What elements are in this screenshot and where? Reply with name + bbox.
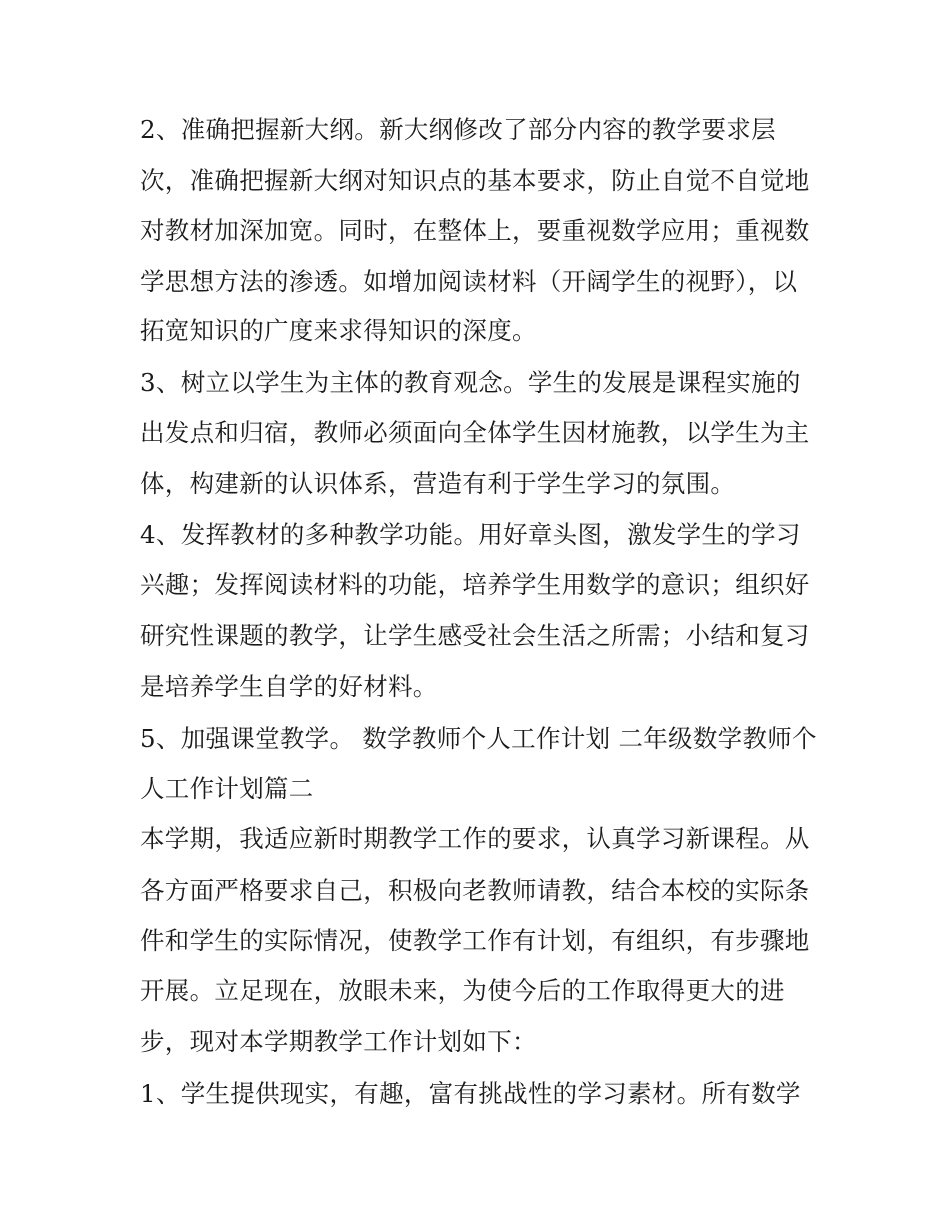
text-line: 次，准确把握新大纲对知识点的基本要求，防止自觉不自觉地: [140, 166, 810, 195]
text-line: 兴趣；发挥阅读材料的功能，培养学生用数学的意识；组织好: [140, 570, 810, 599]
text-line: 1、学生提供现实，有趣，富有挑战性的学习素材。所有数学: [140, 1079, 801, 1108]
text-line: 体，构建新的认识体系，营造有利于学生学习的氛围。: [140, 469, 736, 498]
text-line: 出发点和归宿，教师必须面向全体学生因材施教，以学生为主: [140, 418, 810, 447]
text-line: 2、准确把握新大纲。新大纲修改了部分内容的教学要求层: [140, 115, 776, 144]
text-line: 人工作计划篇二: [140, 774, 314, 803]
text-line: 本学期，我适应新时期教学工作的要求，认真学习新课程。从: [140, 824, 810, 853]
text-line: 件和学生的实际情况，使教学工作有计划，有组织，有步骤地: [140, 926, 810, 955]
text-line: 4、发挥教材的多种教学功能。用好章头图，激发学生的学习: [140, 520, 801, 549]
text-line: 各方面严格要求自己，积极向老教师请教，结合本校的实际条: [140, 876, 810, 905]
text-line: 步，现对本学期教学工作计划如下：: [140, 1027, 537, 1056]
text-line: 5、加强课堂教学。 数学教师个人工作计划 二年级数学教师个: [140, 724, 817, 753]
text-line: 拓宽知识的广度来求得知识的深度。: [140, 316, 537, 345]
text-line: 开展。立足现在，放眼未来，为使今后的工作取得更大的进: [140, 976, 785, 1005]
text-line: 对教材加深加宽。同时，在整体上，要重视数学应用；重视数: [140, 216, 810, 245]
text-line: 3、树立以学生为主体的教育观念。学生的发展是课程实施的: [140, 368, 801, 397]
text-line: 研究性课题的教学，让学生感受社会生活之所需；小结和复习: [140, 621, 810, 650]
text-line: 是培养学生自学的好材料。: [140, 672, 438, 701]
text-line: 学思想方法的渗透。如增加阅读材料（开阔学生的视野），以: [140, 267, 798, 296]
